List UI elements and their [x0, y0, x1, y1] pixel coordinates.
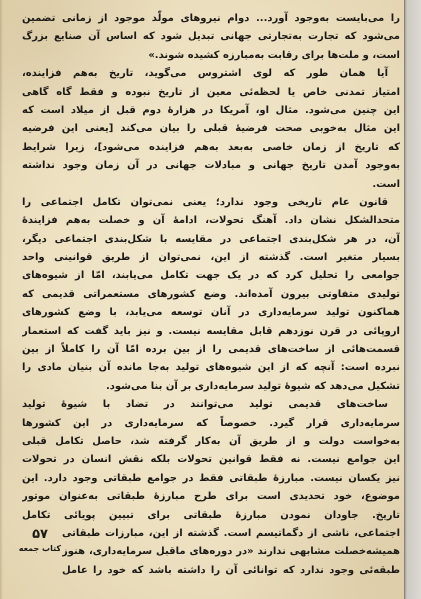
text-line: است، و ملت‌ها برای رقابت به‌مبارزه کشیده شوند.»: [148, 49, 400, 61]
text-line: هماکنون تولید سرمایه‌داری در آنان توسعه می‌یابد، با وضع کشورهای: [22, 307, 400, 319]
text-line: سرمایه‌داری قرار گیرد. خصوصاً که سرمایه‌داری در این کشورها: [22, 417, 400, 429]
text-line: نبرده است: آنچه که از این شیوه‌های تولید به‌جا مانده آن بنیان مادی را: [22, 362, 400, 374]
text-line: همیشه‌خصلت مشابهی ندارند «در دوره‌های ماقبل سرمایه‌داری، هنوز: [62, 546, 400, 558]
paragraph: [22, 396, 400, 580]
text-line: به‌خواست دولت و از طریق آن به‌کار گرفته شد، حاصل تکامل قبلی: [22, 435, 400, 447]
text-line: موضوع، خود تحدیدی است برای طرح مبارزهٔ طبقاتی به‌عنوان موتور: [22, 491, 400, 503]
text-line: طبقه‌ئی وجود ندارد که توانائی آن را داشته باشد که خود را عامل: [62, 564, 400, 576]
body-text: [22, 10, 400, 580]
text-line: اروپائی در قرن نوزدهم قابل مقایسه نیست. و نیز باید گفت که استعمار: [22, 325, 400, 337]
text-line: تاریخ. جاودان نمودن مبارزهٔ طبقاتی برای تبیین پویائی تکامل: [22, 509, 400, 521]
text-line: این جوامع نیست. نه فقط قوانین تحولات بلکه نقش انسان در تحولات: [22, 454, 400, 466]
text-line: آن، در هر شکل‌بندی اجتماعی در مقایسه با شکل‌بندی اجتماعی دیگر،: [22, 233, 400, 245]
text-line: این چنین می‌شود. مثال او، آمریکا در هزارهٔ دوم قبل از میلاد است که: [22, 104, 400, 116]
text-line: آیا همان طور که لوی اشتروس می‌گوید، تاریخ به‌هم فزاینده،: [22, 68, 388, 80]
text-line: نیز یکسان نیست. مبارزهٔ طبقاتی فقط در جوامع طبقاتی وجود دارد. این: [22, 472, 400, 484]
text-line: جوامعی را تحلیل کرد که در یک جهت تکامل می‌یابند، امّا از شیوه‌های: [22, 270, 400, 282]
page-footer: [19, 527, 61, 555]
text-line: ساخت‌های قدیمی تولید می‌توانند در تضاد با شیوهٔ تولید: [22, 399, 388, 411]
text-line: متحدالشکل نشان داد. آهنگ تحولات، ادامهٔ آن و خصلت به‌هم فزایندهٔ: [22, 215, 400, 227]
text-line: اجتماعی، ناشی از دگماتیسم است. گذشته از این، مبارزات طبقاتی: [62, 527, 400, 539]
paragraph: [22, 65, 400, 194]
page-left-shadow: [0, 0, 3, 599]
text-line: را می‌بایست به‌وجود آورد... دوام نیروهای مولّد موجود از زمانی تضمین: [22, 13, 400, 24]
text-line: قانون عام تاریخی وجود ندارد؛ یعنی نمی‌توان تکامل اجتماعی را: [22, 196, 388, 208]
text-line: بسیار متغیر است. گذشته از این، نمی‌توان از طریق قوانینی واحد: [22, 252, 400, 264]
text-line: تشکیل می‌دهد که شیوهٔ تولید سرمایه‌داری بر آن بنا می‌شود.: [105, 380, 400, 392]
scan-edge: [404, 0, 421, 599]
text-line: به‌وجود آمدن تاریخ جهانی و مبادلات جهانی در آن زمان وجود نداشته: [22, 160, 400, 172]
paragraph: [22, 194, 400, 396]
text-line: این مثال به‌خوبی صحت فرضیهٔ قبلی را بیان می‌کند [یعنی این فرضیه: [22, 123, 400, 135]
text-line: تولیدی متفاوتی بیرون آمده‌اند. وضع کشورهای مستعمراتی قدیمی که: [22, 288, 400, 300]
text-line: امتیاز تمدنی خاص یا لحظه‌ئی معین از تاریخ نبوده و فقط گاه گاهی: [22, 86, 400, 98]
paragraph: [22, 10, 400, 65]
page-number: ۵۷: [32, 527, 48, 542]
text-line: است.: [372, 178, 400, 190]
text-line: قسمت‌هائی از ساخت‌های قدیمی را از بین برده امّا آن را کاملاً از بین: [22, 344, 400, 356]
text-line: می‌شود که تجارت به‌تجارتی جهانی تبدیل شود که اساس آن صنایع بزرگ: [22, 31, 400, 43]
text-line: که تاریخ از زمان خاصی به‌بعد به‌هم فزاینده می‌شود]، زیرا شرایط: [22, 141, 400, 153]
book-title: کتاب جمعه: [18, 544, 61, 553]
